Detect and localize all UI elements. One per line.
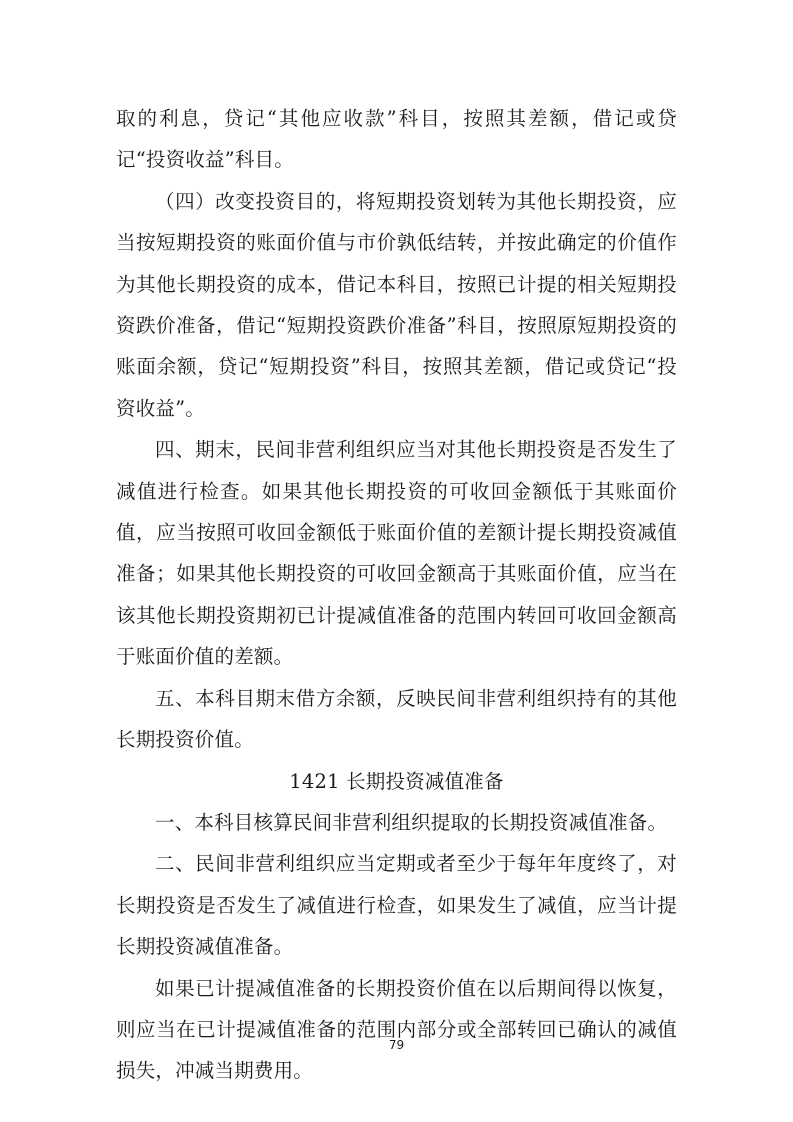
paragraph-balance: 五、本科目期末借方余额，反映民间非营利组织持有的其他长期投资价值。	[116, 686, 677, 752]
paragraph-scope: 一、本科目核算民间非营利组织提取的长期投资减值准备。	[155, 810, 668, 834]
paragraph-inspection: 二、民间非营利组织应当定期或者至少于每年年度终了，对长期投资是否发生了减值进行检查，如果发生了减值，应当计提长期投资减值准备。	[116, 852, 677, 959]
page-number: 79	[388, 1038, 405, 1052]
body-text	[116, 98, 677, 1092]
paragraph-reversal: 如果已计提减值准备的长期投资价值在以后期间得以恢复，则应当在已计提减值准备的范围内部分或全部转回已确认的减值损失，冲减当期费用。	[116, 976, 677, 1083]
paragraph-change-purpose: （四）改变投资目的，将短期投资划转为其他长期投资，应当按短期投资的账面价值与市价孰低结转，并按此确定的价值作为其他长期投资的成本，借记本科目，按照已计提的相关短期投资跌价准备，借记“短期投资跌价准备”科目，按照原短期投资的账面余额，贷记“短期投资”科目，按照其差额，借记或贷记“投资收益”。	[116, 189, 677, 420]
paragraph-continuation: 取的利息，贷记“其他应收款”科目，按照其差额，借记或贷记“投资收益”科目。	[116, 107, 677, 172]
paragraph-period-end: 四、期末，民间非营利组织应当对其他长期投资是否发生了减值进行检查。如果其他长期投资的可收回金额低于其账面价值，应当按照可收回金额低于账面价值的差额计提长期投资减值准备；如果其他长期投资的可收回金额高于其账面价值，应当在该其他长期投资期初已计提减值准备的范围内转回可收回金额高于账面价值的差额。	[116, 438, 677, 669]
section-heading: 1421 长期投资减值准备	[289, 769, 504, 793]
